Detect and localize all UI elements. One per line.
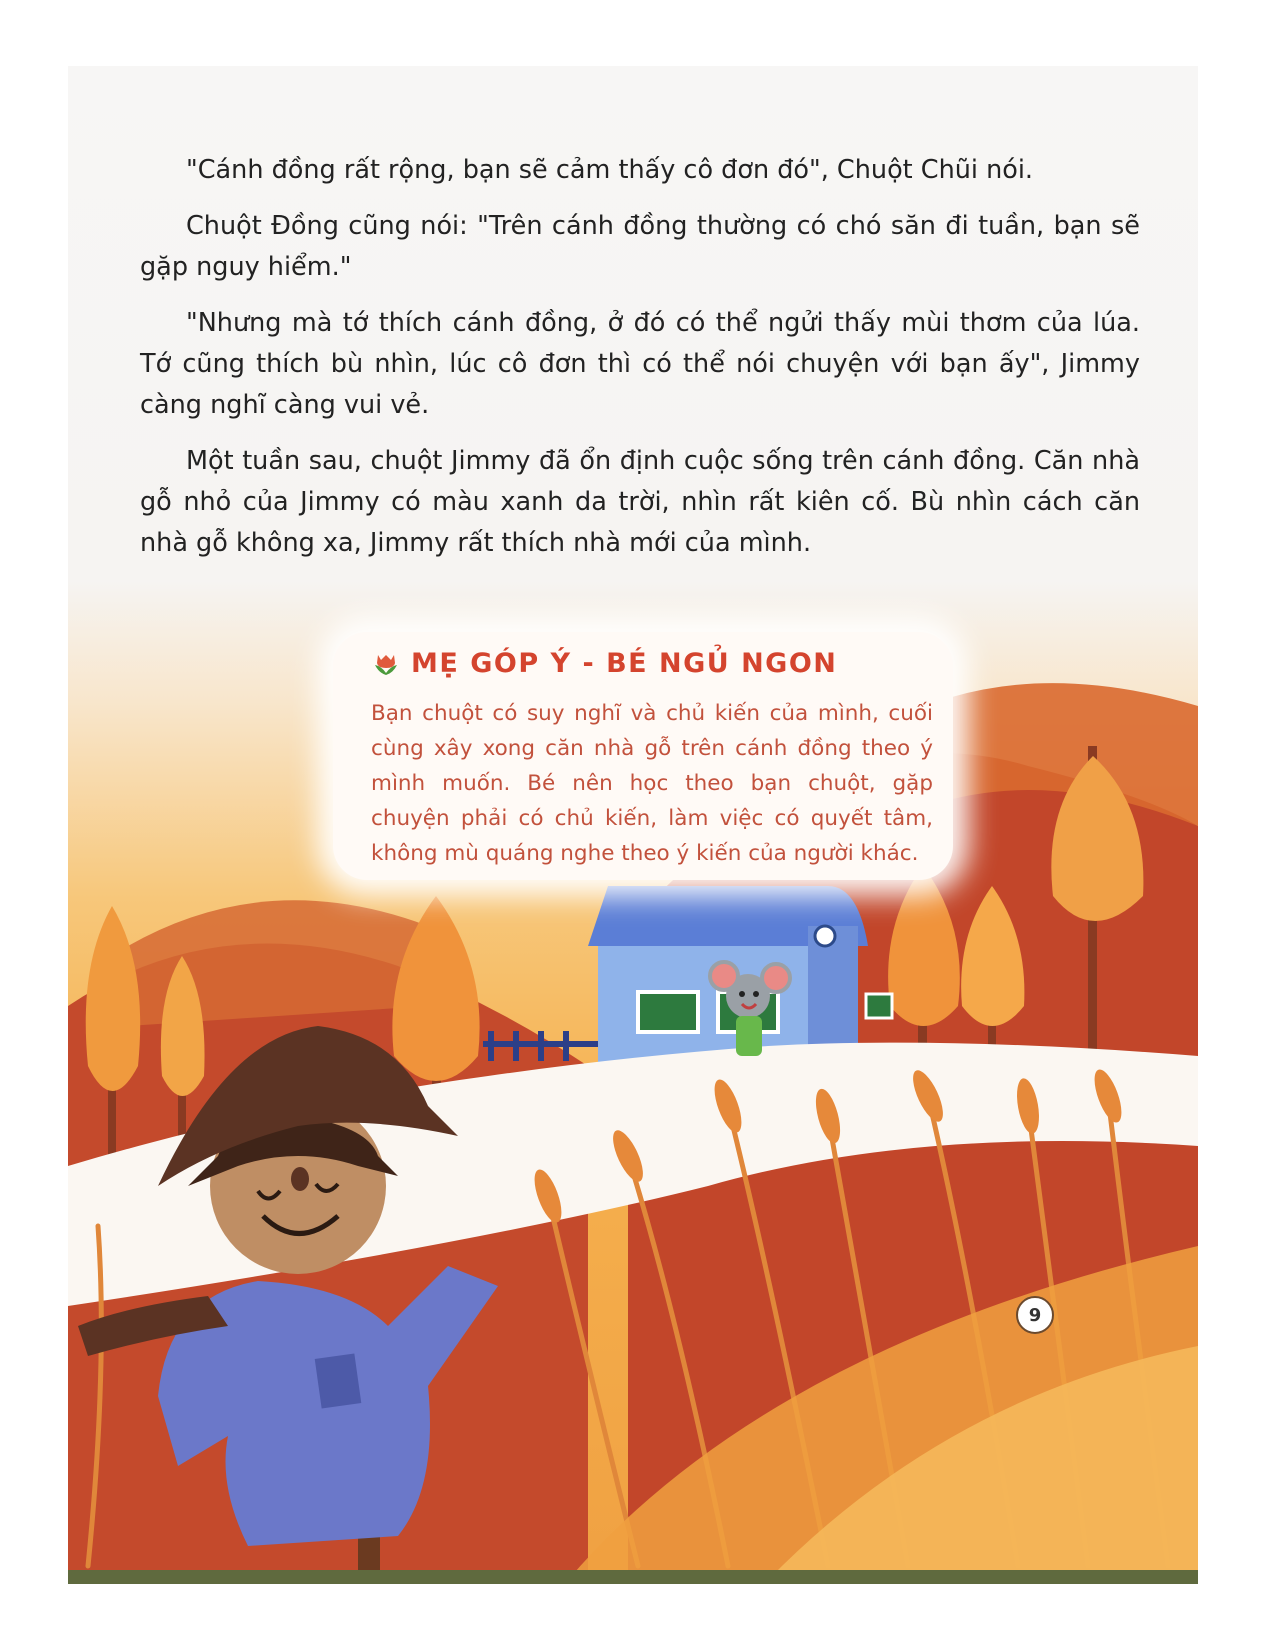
tip-body: Bạn chuột có suy nghĩ và chủ kiến của mình, cuối cùng xây xong căn nhà gỗ trên cánh đồng theo ý mình muốn. Bé nên học theo bạn chuột, gặp chuyện phải có chủ kiến, làm việc có quyết tâm, không mù quáng nghe theo ý kiến của người khác. bbox=[371, 701, 933, 866]
story-paragraph: "Nhưng mà tớ thích cánh đồng, ở đó có thể ngửi thấy mùi thơm của lúa. Tớ cũng thích bù nhìn, lúc cô đơn thì có thể nói chuyện với bạn ấy", Jimmy càng nghĩ càng vui vẻ. bbox=[140, 308, 1140, 420]
book-edge bbox=[68, 1570, 1198, 1584]
page-number: 9 bbox=[1016, 1296, 1054, 1334]
story-paragraph: Một tuần sau, chuột Jimmy đã ổn định cuộc sống trên cánh đồng. Căn nhà gỗ nhỏ của Jimmy có màu xanh da trời, nhìn rất kiên cố. Bù nhìn cách căn nhà gỗ không xa, Jimmy rất thích nhà mới của mình. bbox=[140, 446, 1140, 558]
tip-title: MẸ GÓP Ý - BÉ NGỦ NGON bbox=[411, 648, 838, 679]
story-text bbox=[140, 150, 1140, 579]
parent-tip-box bbox=[333, 632, 953, 880]
tulip-icon bbox=[373, 651, 399, 677]
story-paragraph: "Cánh đồng rất rộng, bạn sẽ cảm thấy cô đơn đó", Chuột Chũi nói. bbox=[186, 155, 1034, 185]
book-page bbox=[68, 66, 1198, 1580]
story-paragraph: Chuột Đồng cũng nói: "Trên cánh đồng thường có chó săn đi tuần, bạn sẽ gặp nguy hiểm." bbox=[140, 211, 1140, 282]
tip-heading bbox=[373, 648, 837, 679]
